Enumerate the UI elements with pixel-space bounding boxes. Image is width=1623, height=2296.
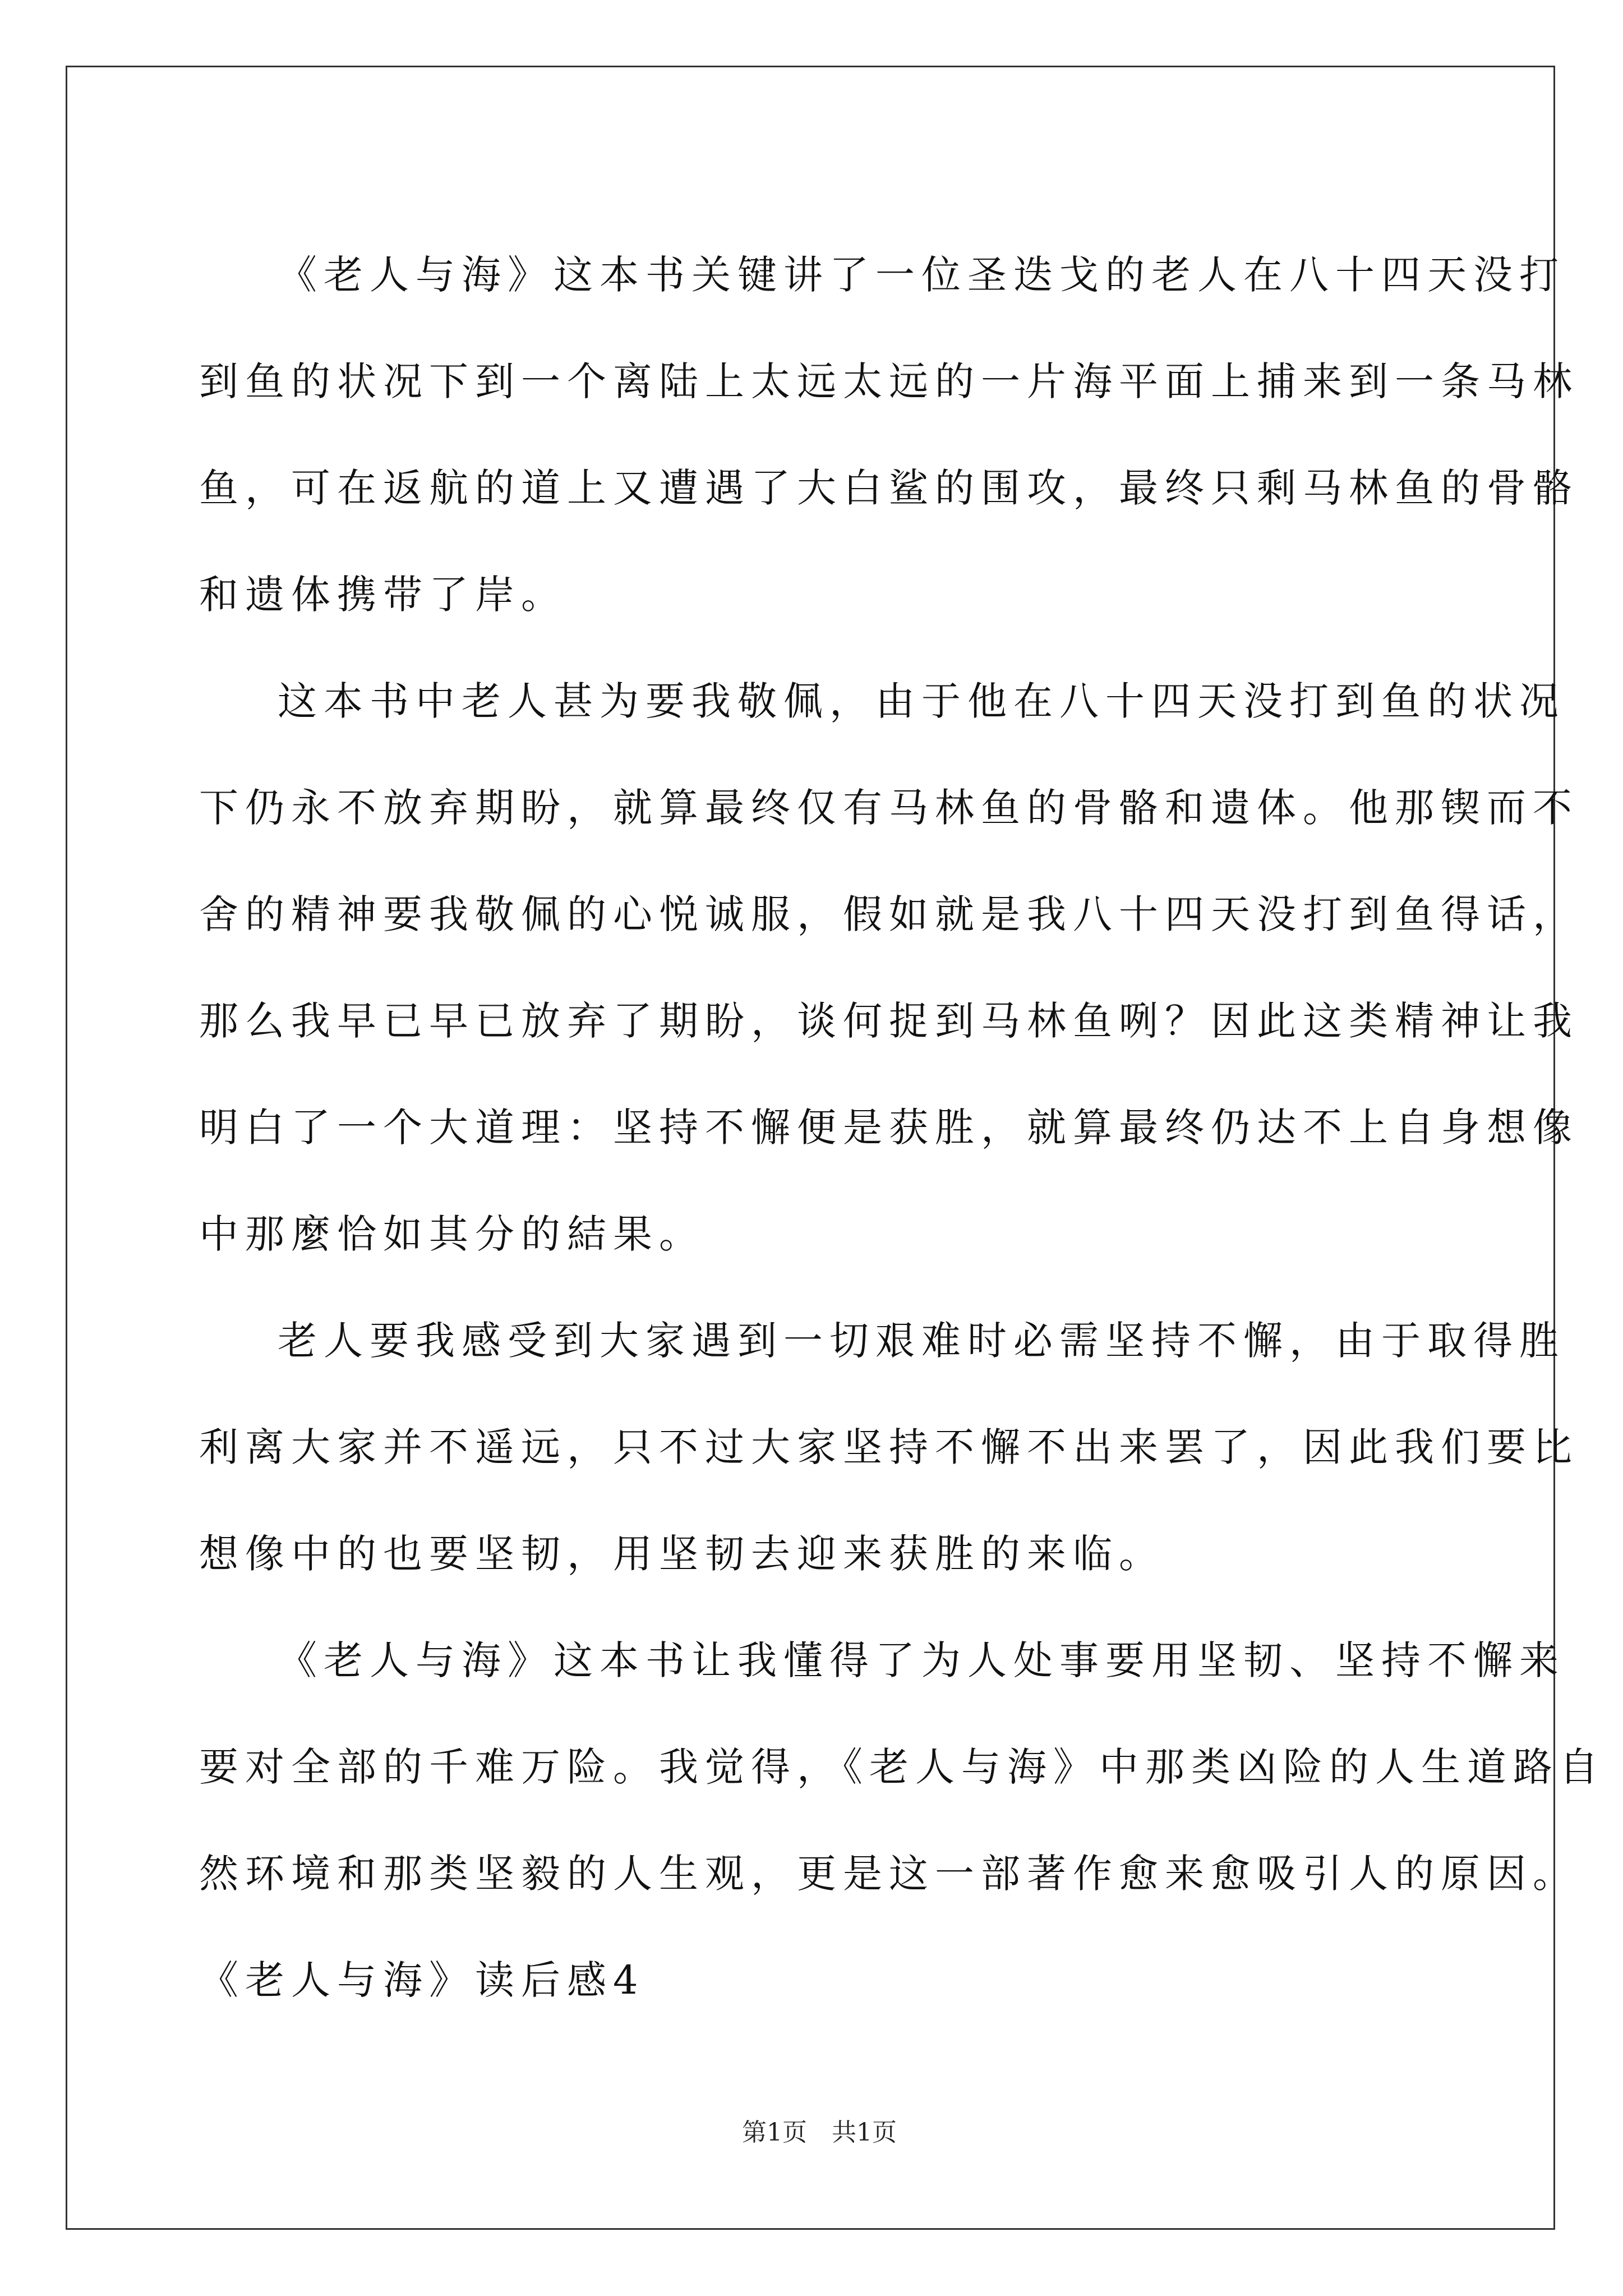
page-footer <box>0 2082 1623 2150</box>
paragraph-line: 鱼，可在返航的道上又遭遇了大白鲨的围攻，最终只剩马林鱼的骨骼 <box>199 465 1579 511</box>
paragraph-line: 想像中的也要坚韧，用坚韧去迎来获胜的来临。 <box>199 1531 1165 1577</box>
page-number-label: 第1页 共1页 <box>741 2118 897 2147</box>
paragraph-line: 舍的精神要我敬佩的心悦诚服，假如就是我八十四天没打到鱼得话， <box>199 891 1579 937</box>
paragraph-line: 那么我早已早已放弃了期盼，谈何捉到马林鱼咧？因此这类精神让我 <box>199 998 1579 1044</box>
paragraph-line: 中那麼恰如其分的結果。 <box>199 1211 705 1257</box>
section-title: 《老人与海》读后感4 <box>199 1957 645 2003</box>
paragraph-line: 老人要我感受到大家遇到一切艰难时必需坚持不懈，由于取得胜 <box>278 1318 1565 1364</box>
paragraph-line: 和遗体携带了岸。 <box>199 572 567 618</box>
document-body <box>199 222 1605 2033</box>
paragraph <box>199 222 1579 648</box>
paragraph-line: 《老人与海》这本书让我懂得了为人处事要用坚韧、坚持不懈来 <box>278 1637 1565 1683</box>
paragraph-line: 《老人与海》这本书关键讲了一位圣迭戈的老人在八十四天没打 <box>278 252 1565 298</box>
paragraph <box>199 1607 1605 1927</box>
paragraph-line: 这本书中老人甚为要我敬佩，由于他在八十四天没打到鱼的状况 <box>278 678 1565 724</box>
paragraph-line: 利离大家并不遥远，只不过大家坚持不懈不出来罢了，因此我们要比 <box>199 1424 1579 1470</box>
paragraph <box>199 648 1579 1287</box>
paragraph-line: 到鱼的状况下到一个离陆上太远太远的一片海平面上捕来到一条马林 <box>199 358 1579 404</box>
paragraph <box>199 1287 1579 1607</box>
paragraph-line: 要对全部的千难万险。我觉得，《老人与海》中那类凶险的人生道路自 <box>199 1744 1605 1790</box>
paragraph-line: 明白了一个大道理：坚持不懈便是获胜，就算最终仍达不上自身想像 <box>199 1105 1579 1151</box>
paragraph-line: 然环境和那类坚毅的人生观，更是这一部著作愈来愈吸引人的原因。 <box>199 1851 1579 1897</box>
paragraph-line: 下仍永不放弃期盼，就算最终仅有马林鱼的骨骼和遗体。他那锲而不 <box>199 785 1579 831</box>
